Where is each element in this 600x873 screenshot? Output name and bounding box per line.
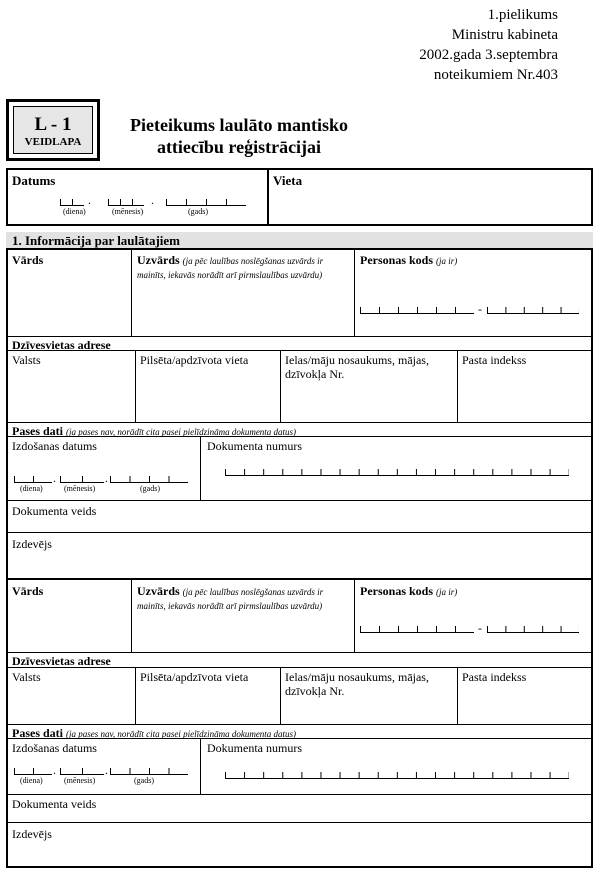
izdosanas-label: Izdošanas datums — [12, 741, 97, 755]
hint-day: (diena) — [20, 776, 43, 785]
date-sep: . — [88, 193, 91, 207]
hint-year: (gads) — [140, 484, 160, 493]
hint-day: (diena) — [20, 484, 43, 493]
izdosanas-month[interactable] — [60, 768, 104, 775]
date-sep: . — [151, 193, 154, 207]
izdevejs-label: Izdevējs — [12, 537, 52, 551]
header-line: 1.pielikums — [487, 7, 558, 23]
date-sep: . — [53, 763, 56, 777]
vards-label: Vārds — [12, 253, 44, 267]
form-code-box — [6, 99, 100, 161]
personas-kods-field-1[interactable] — [360, 626, 474, 633]
pasta-label: Pasta indekss — [462, 670, 527, 684]
pases-dati-label: Pases dati (ja pases nav, norādīt cita pasei pielīdzināma dokumenta datus) — [12, 726, 297, 740]
personas-kods-label: Personas kods (ja ir) — [360, 253, 458, 267]
date-sep: . — [53, 471, 56, 485]
date-year-field[interactable] — [166, 199, 246, 206]
header-line: Ministru kabineta — [451, 27, 558, 43]
dzivesvieta-label: Dzīvesvietas adrese — [12, 338, 111, 352]
izdosanas-month[interactable] — [60, 476, 104, 483]
valsts-label: Valsts — [12, 670, 41, 684]
izdevejs-label: Izdevējs — [12, 827, 52, 841]
hint-year: (gads) — [188, 207, 208, 216]
hint-day: (diena) — [63, 207, 86, 216]
form-code: L - 1 — [34, 114, 72, 135]
date-sep: . — [105, 471, 108, 485]
date-month-field[interactable] — [108, 199, 144, 206]
hint-year: (gads) — [134, 776, 154, 785]
uzvards-label: Uzvārds (ja pēc laulības noslēgšanas uzvārds ir mainīts, iekavās norādīt arī pirmslaulības uzvārdu) — [137, 253, 324, 280]
dok-veids-label: Dokumenta veids — [12, 504, 97, 518]
header-line: noteikumiem Nr.403 — [433, 67, 558, 83]
date-day-field[interactable] — [60, 199, 84, 206]
dzivesvieta-label: Dzīvesvietas adrese — [12, 654, 111, 668]
personas-kods-label: Personas kods (ja ir) — [360, 584, 458, 598]
izdosanas-day[interactable] — [14, 768, 52, 775]
personas-kods-field-2[interactable] — [487, 307, 579, 314]
form-title — [122, 114, 356, 158]
dok-nr-field[interactable] — [225, 772, 569, 779]
hint-month: (mēnesis) — [64, 776, 96, 785]
header-line: 2002.gada 3.septembra — [419, 47, 558, 63]
pk-dash: - — [478, 302, 482, 316]
vieta-label: Vieta — [273, 173, 303, 188]
datums-label: Datums — [12, 173, 56, 188]
pilseta-label: Pilsēta/apdzīvota vieta — [140, 353, 249, 367]
izdosanas-year[interactable] — [110, 476, 188, 483]
pases-dati-label: Pases dati (ja pases nav, norādīt cita pasei pielīdzināma dokumenta datus) — [12, 424, 297, 438]
vards-label: Vārds — [12, 584, 44, 598]
header-block — [419, 5, 558, 85]
valsts-label: Valsts — [12, 353, 41, 367]
hint-month: (mēnesis) — [112, 207, 144, 216]
pilseta-label: Pilsēta/apdzīvota vieta — [140, 670, 249, 684]
personas-kods-field-2[interactable] — [487, 626, 579, 633]
dok-nr-field[interactable] — [225, 469, 569, 476]
izdosanas-year[interactable] — [110, 768, 188, 775]
title-line: Pieteikums laulāto mantisko — [129, 115, 348, 135]
section-title: 1. Informācija par laulātajiem — [12, 233, 181, 248]
title-line: attiecību reģistrācijai — [156, 137, 322, 157]
iela-label: Ielas/māju nosaukums, mājas, dzīvokļa Nr. — [285, 353, 429, 381]
pasta-label: Pasta indekss — [462, 353, 527, 367]
hint-month: (mēnesis) — [64, 484, 96, 493]
form-code-sub: VEIDLAPA — [24, 136, 82, 148]
dok-nr-label: Dokumenta numurs — [207, 741, 302, 755]
pk-dash: - — [478, 621, 482, 635]
date-sep: . — [105, 763, 108, 777]
iela-label: Ielas/māju nosaukums, mājas, dzīvokļa Nr. — [285, 670, 429, 698]
personas-kods-field-1[interactable] — [360, 307, 474, 314]
dok-nr-label: Dokumenta numurs — [207, 439, 302, 453]
dok-veids-label: Dokumenta veids — [12, 797, 97, 811]
uzvards-label: Uzvārds (ja pēc laulības noslēgšanas uzvārds ir mainīts, iekavās norādīt arī pirmslaulības uzvārdu) — [137, 584, 324, 611]
izdosanas-day[interactable] — [14, 476, 52, 483]
izdosanas-label: Izdošanas datums — [12, 439, 97, 453]
